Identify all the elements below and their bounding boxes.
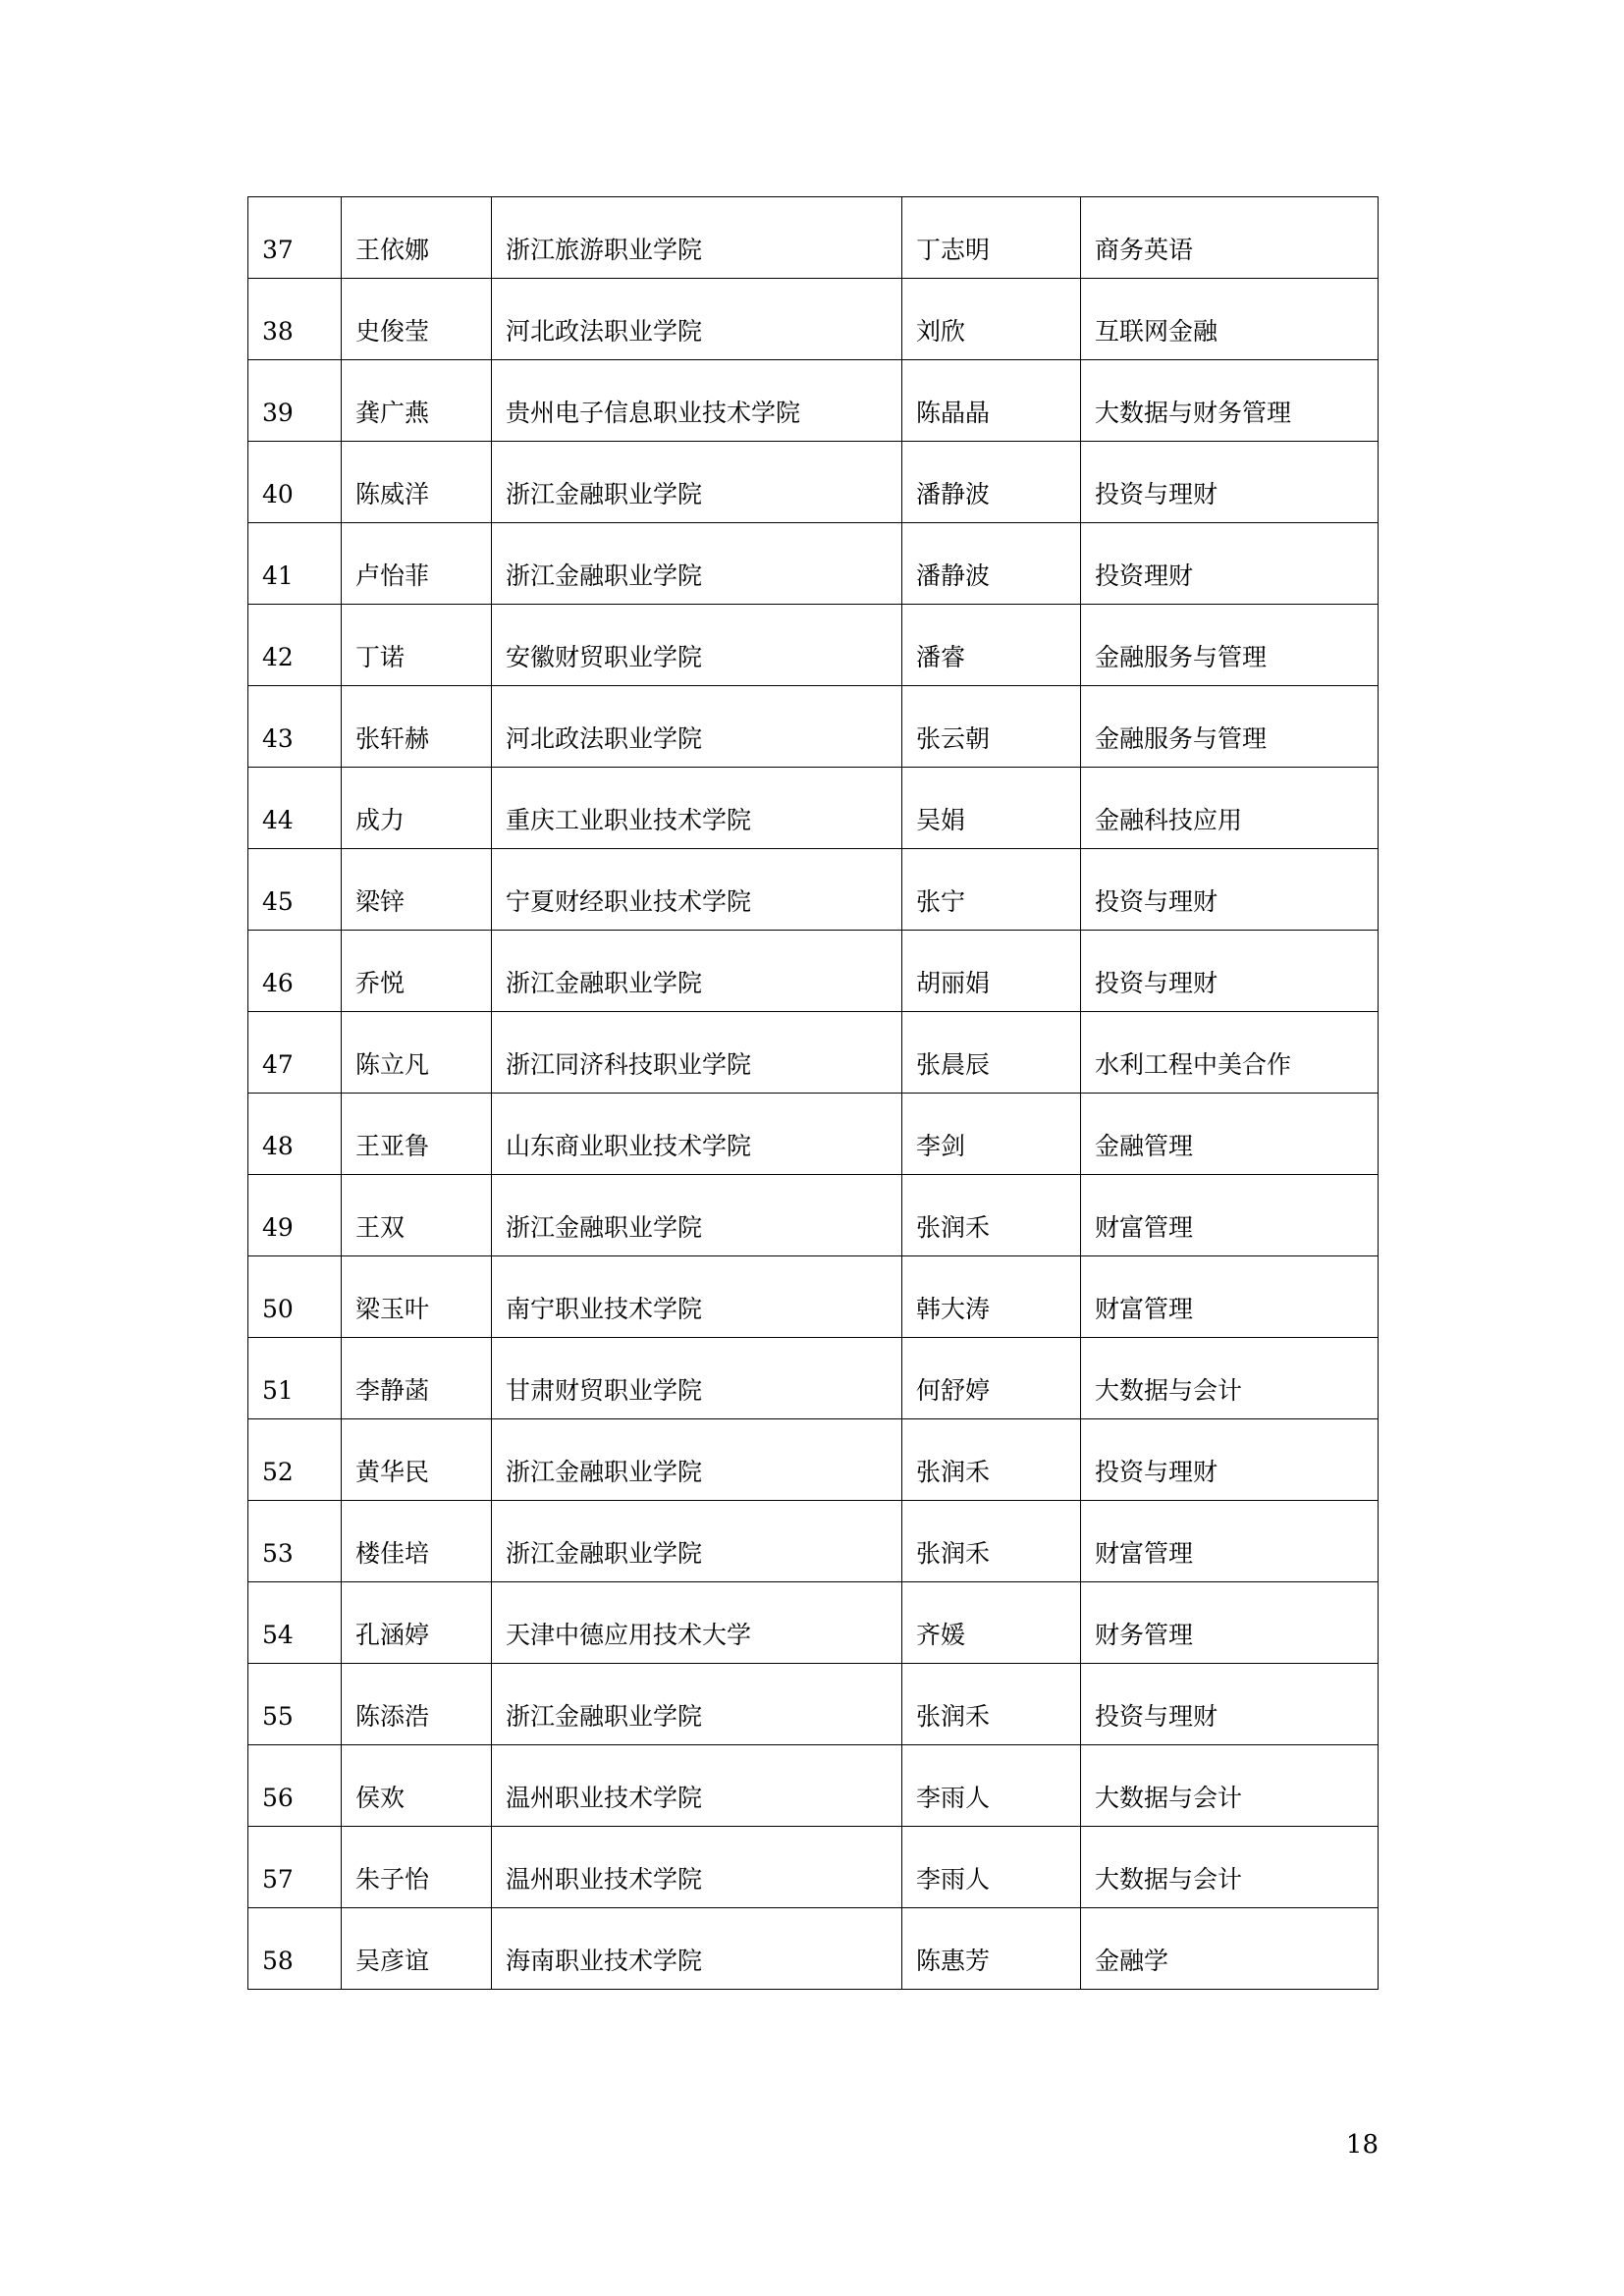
cell-index xyxy=(248,197,342,279)
cell-mentor xyxy=(902,523,1081,605)
cell-name-text: 吴彦谊 xyxy=(355,1946,430,1975)
cell-index-text: 53 xyxy=(262,1538,294,1568)
cell-mentor xyxy=(902,197,1081,279)
cell-major-text: 商务英语 xyxy=(1095,235,1194,264)
cell-name-text: 龚广燕 xyxy=(355,398,430,427)
cell-mentor-text: 张润禾 xyxy=(916,1701,991,1731)
cell-name xyxy=(342,1094,492,1175)
cell-major xyxy=(1081,931,1379,1012)
cell-major-text: 投资与理财 xyxy=(1095,886,1218,916)
cell-major xyxy=(1081,1094,1379,1175)
table-row xyxy=(248,1582,1379,1664)
cell-mentor-text: 韩大涛 xyxy=(916,1294,991,1323)
cell-index-text: 49 xyxy=(262,1212,294,1242)
cell-index-text: 55 xyxy=(262,1701,294,1731)
cell-school-text: 温州职业技术学院 xyxy=(506,1864,703,1894)
cell-name xyxy=(342,605,492,686)
cell-major xyxy=(1081,1419,1379,1501)
cell-school-text: 浙江金融职业学院 xyxy=(506,968,703,997)
cell-major xyxy=(1081,1745,1379,1827)
cell-name xyxy=(342,1338,492,1419)
cell-mentor-text: 丁志明 xyxy=(916,235,991,264)
cell-school xyxy=(492,1501,902,1582)
cell-name-text: 王亚鲁 xyxy=(355,1131,430,1160)
cell-name xyxy=(342,197,492,279)
cell-school-text: 重庆工业职业技术学院 xyxy=(506,805,752,834)
table-row xyxy=(248,605,1379,686)
cell-name-text: 乔悦 xyxy=(355,968,406,997)
cell-school-text: 河北政法职业学院 xyxy=(506,723,703,753)
cell-school xyxy=(492,523,902,605)
cell-major xyxy=(1081,1338,1379,1419)
cell-mentor xyxy=(902,442,1081,523)
table-row xyxy=(248,1501,1379,1582)
cell-name-text: 史俊莹 xyxy=(355,316,430,346)
cell-index-text: 50 xyxy=(262,1294,294,1323)
cell-name-text: 侯欢 xyxy=(355,1783,406,1812)
cell-name xyxy=(342,686,492,768)
cell-major-text: 财富管理 xyxy=(1095,1538,1194,1568)
cell-school-text: 浙江金融职业学院 xyxy=(506,1457,703,1486)
cell-name-text: 梁玉叶 xyxy=(355,1294,430,1323)
cell-index xyxy=(248,849,342,931)
cell-major-text: 金融服务与管理 xyxy=(1095,723,1268,753)
cell-index-text: 48 xyxy=(262,1131,294,1160)
cell-name-text: 黄华民 xyxy=(355,1457,430,1486)
cell-index xyxy=(248,1338,342,1419)
cell-major-text: 投资理财 xyxy=(1095,561,1194,590)
cell-mentor-text: 张晨辰 xyxy=(916,1049,991,1079)
cell-major-text: 水利工程中美合作 xyxy=(1095,1049,1292,1079)
cell-major xyxy=(1081,1501,1379,1582)
cell-mentor xyxy=(902,931,1081,1012)
cell-major xyxy=(1081,197,1379,279)
cell-name-text: 陈添浩 xyxy=(355,1701,430,1731)
table-row xyxy=(248,1256,1379,1338)
cell-major xyxy=(1081,1012,1379,1094)
cell-index xyxy=(248,1908,342,1990)
cell-school xyxy=(492,1745,902,1827)
cell-mentor-text: 陈晶晶 xyxy=(916,398,991,427)
cell-major xyxy=(1081,523,1379,605)
cell-mentor xyxy=(902,1501,1081,1582)
cell-mentor xyxy=(902,686,1081,768)
cell-name-text: 楼佳培 xyxy=(355,1538,430,1568)
cell-index xyxy=(248,523,342,605)
cell-major xyxy=(1081,442,1379,523)
cell-mentor xyxy=(902,1094,1081,1175)
cell-name xyxy=(342,1175,492,1256)
cell-major xyxy=(1081,279,1379,360)
cell-school xyxy=(492,1256,902,1338)
cell-major xyxy=(1081,686,1379,768)
cell-major-text: 大数据与财务管理 xyxy=(1095,398,1292,427)
cell-index xyxy=(248,768,342,849)
cell-school-text: 南宁职业技术学院 xyxy=(506,1294,703,1323)
cell-major-text: 财富管理 xyxy=(1095,1294,1194,1323)
cell-name-text: 孔涵婷 xyxy=(355,1620,430,1649)
cell-mentor xyxy=(902,849,1081,931)
cell-school-text: 浙江金融职业学院 xyxy=(506,561,703,590)
cell-school xyxy=(492,1582,902,1664)
cell-major xyxy=(1081,1175,1379,1256)
cell-mentor-text: 潘静波 xyxy=(916,479,991,508)
cell-major xyxy=(1081,1908,1379,1990)
cell-name-text: 卢怡菲 xyxy=(355,561,430,590)
cell-school xyxy=(492,1338,902,1419)
roster-body xyxy=(248,197,1379,1990)
cell-index xyxy=(248,360,342,442)
cell-name-text: 陈威洋 xyxy=(355,479,430,508)
cell-major xyxy=(1081,1827,1379,1908)
roster-table xyxy=(247,196,1379,1990)
table-row xyxy=(248,1827,1379,1908)
cell-school xyxy=(492,360,902,442)
cell-name-text: 陈立凡 xyxy=(355,1049,430,1079)
cell-name-text: 张轩赫 xyxy=(355,723,430,753)
cell-name xyxy=(342,442,492,523)
cell-index xyxy=(248,1175,342,1256)
cell-major-text: 互联网金融 xyxy=(1095,316,1218,346)
cell-school-text: 温州职业技术学院 xyxy=(506,1783,703,1812)
cell-mentor-text: 张润禾 xyxy=(916,1538,991,1568)
table-row xyxy=(248,442,1379,523)
cell-name xyxy=(342,931,492,1012)
table-row xyxy=(248,849,1379,931)
cell-mentor-text: 齐媛 xyxy=(916,1620,966,1649)
cell-name xyxy=(342,1827,492,1908)
cell-index xyxy=(248,605,342,686)
cell-index-text: 40 xyxy=(262,479,294,508)
cell-index-text: 52 xyxy=(262,1457,294,1486)
cell-school xyxy=(492,686,902,768)
cell-school-text: 浙江金融职业学院 xyxy=(506,479,703,508)
cell-mentor xyxy=(902,279,1081,360)
table-row xyxy=(248,1012,1379,1094)
cell-major-text: 投资与理财 xyxy=(1095,479,1218,508)
cell-school xyxy=(492,1175,902,1256)
cell-index-text: 38 xyxy=(262,316,294,346)
table-row xyxy=(248,197,1379,279)
cell-mentor-text: 陈惠芳 xyxy=(916,1946,991,1975)
cell-mentor xyxy=(902,1908,1081,1990)
cell-name xyxy=(342,1908,492,1990)
cell-major-text: 投资与理财 xyxy=(1095,1701,1218,1731)
cell-index-text: 47 xyxy=(262,1049,294,1079)
cell-school xyxy=(492,605,902,686)
cell-mentor-text: 刘欣 xyxy=(916,316,966,346)
cell-mentor xyxy=(902,768,1081,849)
cell-name-text: 李静菡 xyxy=(355,1375,430,1405)
cell-index-text: 51 xyxy=(262,1375,294,1405)
cell-mentor-text: 张云朝 xyxy=(916,723,991,753)
cell-index-text: 39 xyxy=(262,398,294,427)
cell-mentor xyxy=(902,1256,1081,1338)
cell-name xyxy=(342,1664,492,1745)
cell-name xyxy=(342,1256,492,1338)
cell-school-text: 宁夏财经职业技术学院 xyxy=(506,886,752,916)
cell-index-text: 44 xyxy=(262,805,294,834)
cell-mentor-text: 李雨人 xyxy=(916,1864,991,1894)
cell-school-text: 浙江金融职业学院 xyxy=(506,1701,703,1731)
cell-index-text: 54 xyxy=(262,1620,294,1649)
cell-mentor xyxy=(902,360,1081,442)
cell-major-text: 财务管理 xyxy=(1095,1620,1194,1649)
cell-name-text: 王依娜 xyxy=(355,235,430,264)
cell-index xyxy=(248,1745,342,1827)
cell-major xyxy=(1081,605,1379,686)
cell-school-text: 山东商业职业技术学院 xyxy=(506,1131,752,1160)
cell-name xyxy=(342,849,492,931)
cell-mentor-text: 吴娟 xyxy=(916,805,966,834)
cell-major xyxy=(1081,360,1379,442)
cell-school xyxy=(492,768,902,849)
cell-index-text: 58 xyxy=(262,1946,294,1975)
cell-school xyxy=(492,442,902,523)
cell-index xyxy=(248,1419,342,1501)
table-row xyxy=(248,360,1379,442)
cell-major xyxy=(1081,1256,1379,1338)
cell-name xyxy=(342,768,492,849)
cell-major-text: 投资与理财 xyxy=(1095,968,1218,997)
table-row xyxy=(248,768,1379,849)
table-row xyxy=(248,1338,1379,1419)
cell-name xyxy=(342,360,492,442)
cell-major xyxy=(1081,1664,1379,1745)
cell-mentor-text: 李剑 xyxy=(916,1131,966,1160)
table-row xyxy=(248,1175,1379,1256)
page-number: 18 xyxy=(1345,2130,1379,2160)
cell-school xyxy=(492,1908,902,1990)
cell-school xyxy=(492,1664,902,1745)
cell-major-text: 财富管理 xyxy=(1095,1212,1194,1242)
cell-mentor xyxy=(902,1582,1081,1664)
cell-school-text: 海南职业技术学院 xyxy=(506,1946,703,1975)
cell-mentor-text: 何舒婷 xyxy=(916,1375,991,1405)
cell-school xyxy=(492,279,902,360)
cell-mentor xyxy=(902,1338,1081,1419)
cell-school xyxy=(492,197,902,279)
cell-school-text: 浙江金融职业学院 xyxy=(506,1212,703,1242)
cell-mentor-text: 张宁 xyxy=(916,886,966,916)
cell-name-text: 梁锌 xyxy=(355,886,406,916)
cell-index xyxy=(248,1827,342,1908)
cell-index xyxy=(248,686,342,768)
cell-school-text: 贵州电子信息职业技术学院 xyxy=(506,398,801,427)
cell-mentor xyxy=(902,1664,1081,1745)
cell-name xyxy=(342,1745,492,1827)
table-row xyxy=(248,931,1379,1012)
cell-name xyxy=(342,1012,492,1094)
table-row xyxy=(248,1094,1379,1175)
cell-name xyxy=(342,1501,492,1582)
cell-school-text: 甘肃财贸职业学院 xyxy=(506,1375,703,1405)
cell-school xyxy=(492,1012,902,1094)
cell-name-text: 朱子怡 xyxy=(355,1864,430,1894)
cell-mentor xyxy=(902,1827,1081,1908)
cell-mentor xyxy=(902,1012,1081,1094)
cell-index-text: 45 xyxy=(262,886,294,916)
cell-index-text: 43 xyxy=(262,723,294,753)
table-row xyxy=(248,686,1379,768)
cell-mentor xyxy=(902,1175,1081,1256)
cell-index xyxy=(248,1256,342,1338)
cell-index xyxy=(248,1012,342,1094)
cell-school-text: 河北政法职业学院 xyxy=(506,316,703,346)
cell-mentor-text: 李雨人 xyxy=(916,1783,991,1812)
cell-major xyxy=(1081,1582,1379,1664)
cell-mentor xyxy=(902,1745,1081,1827)
cell-index-text: 41 xyxy=(262,561,294,590)
table-row xyxy=(248,279,1379,360)
cell-index-text: 42 xyxy=(262,642,294,671)
cell-major-text: 大数据与会计 xyxy=(1095,1864,1243,1894)
cell-index-text: 57 xyxy=(262,1864,294,1894)
cell-mentor-text: 张润禾 xyxy=(916,1457,991,1486)
cell-index xyxy=(248,442,342,523)
cell-name xyxy=(342,523,492,605)
cell-major-text: 金融服务与管理 xyxy=(1095,642,1268,671)
cell-index xyxy=(248,279,342,360)
cell-school xyxy=(492,1094,902,1175)
cell-name xyxy=(342,1419,492,1501)
cell-major-text: 投资与理财 xyxy=(1095,1457,1218,1486)
cell-name xyxy=(342,279,492,360)
cell-index-text: 46 xyxy=(262,968,294,997)
cell-index-text: 56 xyxy=(262,1783,294,1812)
cell-school-text: 天津中德应用技术大学 xyxy=(506,1620,752,1649)
cell-major-text: 大数据与会计 xyxy=(1095,1375,1243,1405)
cell-school xyxy=(492,1419,902,1501)
table-row xyxy=(248,523,1379,605)
cell-index xyxy=(248,1501,342,1582)
cell-major xyxy=(1081,849,1379,931)
cell-mentor xyxy=(902,605,1081,686)
cell-school-text: 浙江旅游职业学院 xyxy=(506,235,703,264)
cell-school-text: 浙江同济科技职业学院 xyxy=(506,1049,752,1079)
table-row xyxy=(248,1908,1379,1990)
cell-school xyxy=(492,849,902,931)
cell-index-text: 37 xyxy=(262,235,294,264)
table-row xyxy=(248,1419,1379,1501)
cell-mentor-text: 张润禾 xyxy=(916,1212,991,1242)
cell-school xyxy=(492,931,902,1012)
cell-major xyxy=(1081,768,1379,849)
cell-major-text: 大数据与会计 xyxy=(1095,1783,1243,1812)
cell-major-text: 金融学 xyxy=(1095,1946,1169,1975)
cell-index xyxy=(248,1664,342,1745)
cell-index xyxy=(248,1582,342,1664)
cell-major-text: 金融管理 xyxy=(1095,1131,1194,1160)
table-row xyxy=(248,1745,1379,1827)
cell-name-text: 王双 xyxy=(355,1212,406,1242)
cell-mentor-text: 潘静波 xyxy=(916,561,991,590)
cell-school xyxy=(492,1827,902,1908)
cell-mentor-text: 潘睿 xyxy=(916,642,966,671)
table-row xyxy=(248,1664,1379,1745)
cell-mentor-text: 胡丽娟 xyxy=(916,968,991,997)
cell-school-text: 安徽财贸职业学院 xyxy=(506,642,703,671)
cell-index xyxy=(248,931,342,1012)
cell-name xyxy=(342,1582,492,1664)
cell-major-text: 金融科技应用 xyxy=(1095,805,1243,834)
cell-name-text: 丁诺 xyxy=(355,642,406,671)
cell-name-text: 成力 xyxy=(355,805,406,834)
cell-school-text: 浙江金融职业学院 xyxy=(506,1538,703,1568)
cell-mentor xyxy=(902,1419,1081,1501)
cell-index xyxy=(248,1094,342,1175)
